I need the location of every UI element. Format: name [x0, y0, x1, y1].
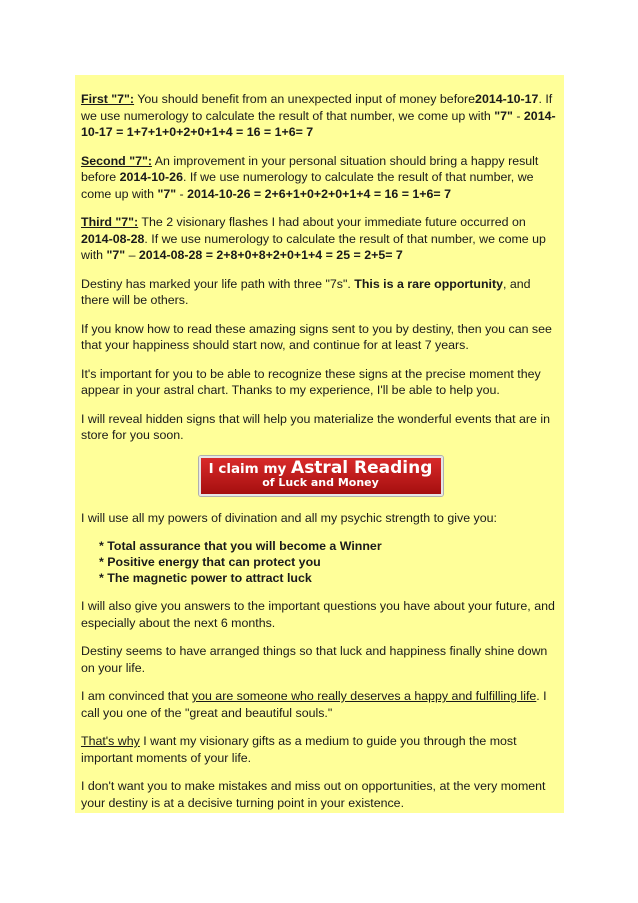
- second-seven-calc: 2014-10-26 = 2+6+1+0+2+0+1+4 = 16 = 1+6= 7: [187, 186, 452, 201]
- paragraph-powers: I will use all my powers of divination and all my psychic strength to give you:: [81, 510, 497, 525]
- banner-line-one-a: I claim my: [208, 460, 292, 477]
- banner-wrapper: [81, 456, 560, 496]
- list-item: * Total assurance that you will become a Winner: [99, 539, 382, 553]
- document-content: [75, 75, 564, 811]
- third-seven-calc: 2014-08-28 = 2+8+0+8+2+0+1+4 = 25 = 2+5= 7: [138, 248, 403, 262]
- first-seven-calc: 2014-10-17 = 1+7+1+0+2+0+1+4 = 16 = 1+6= 7: [81, 108, 556, 139]
- paragraph-destiny-arranged: Destiny seems to have arranged things so that luck and happiness finally shine down on your life.: [81, 644, 548, 675]
- paragraph-hidden-signs: I will reveal hidden signs that will help you materialize the wonderful events that are in store for you soon.: [81, 411, 551, 442]
- paragraph-answers: I will also give you answers to the important questions you have about your future, and especially about the next 6 months.: [81, 599, 555, 630]
- thats-why-text: That's why: [81, 734, 140, 748]
- convinced-text2: . I call you one of the "great and beautiful souls.": [81, 689, 547, 720]
- third-seven-number: "7": [106, 248, 126, 262]
- claim-astral-reading-button[interactable]: [199, 456, 443, 496]
- first-seven-label: First "7":: [81, 92, 135, 106]
- paragraph-third-seven: [81, 214, 560, 264]
- third-seven-text: The 2 visionary flashes I had about your immediate future occurred on: [138, 215, 526, 229]
- banner-line-two: of Luck and Money: [262, 475, 379, 489]
- first-seven-dash: -: [512, 108, 524, 123]
- third-seven-text2: . If we use numerology to calculate the result of that number, we come up with: [81, 231, 546, 262]
- first-seven-text: You should benefit from an unexpected input of money before: [134, 92, 476, 106]
- thats-why-rest: I want my visionary gifts as a medium to guide you through the most important moments of your life.: [81, 734, 517, 765]
- first-seven-number: "7": [494, 108, 513, 123]
- third-seven-dash: –: [125, 248, 139, 262]
- paragraph-first-seven: [81, 91, 560, 141]
- first-seven-date: 2014-10-17: [475, 92, 539, 106]
- first-seven-text2: . If we use numerology to calculate the result of that number, we come up with: [81, 92, 553, 123]
- second-seven-dash: -: [176, 186, 188, 201]
- document-page: [75, 75, 564, 813]
- second-seven-number: "7": [157, 186, 177, 201]
- list-item: * The magnetic power to attract luck: [99, 571, 312, 585]
- third-seven-label: Third "7":: [81, 215, 139, 229]
- second-seven-date: 2014-10-26: [119, 170, 183, 184]
- deserves-happy-life-text: you are someone who really deserves a happy and fulfilling life: [191, 689, 537, 703]
- paragraph-three-sevens: [81, 276, 560, 309]
- second-seven-text: An improvement in your personal situation should bring a happy result before: [81, 153, 539, 184]
- convinced-text: I am convinced that: [81, 689, 192, 703]
- paragraph-convinced: [81, 688, 560, 721]
- paragraph-amazing-signs: If you know how to read these amazing signs sent to you by destiny, then you can see that your happiness should start now, and continue for at least 7 years.: [81, 321, 552, 352]
- rare-opportunity-text: This is a rare opportunity: [354, 276, 503, 291]
- three-sevens-text2: , and there will be others.: [81, 276, 531, 307]
- banner-line-one: [201, 458, 441, 477]
- third-seven-date: 2014-08-28: [81, 231, 145, 246]
- three-sevens-text: Destiny has marked your life path with three "7s".: [81, 276, 355, 291]
- second-seven-label: Second "7":: [81, 153, 152, 168]
- paragraph-recognize-signs: It's important for you to be able to recognize these signs at the precise moment they appear in your astral chart. Thanks to my experience, I'll be able to help you.: [81, 366, 541, 397]
- list-item: * Positive energy that can protect you: [99, 555, 321, 569]
- second-seven-text2: . If we use numerology to calculate the result of that number, we come up with: [81, 170, 534, 201]
- benefits-list: [81, 538, 560, 586]
- banner-line-one-b: Astral Reading: [291, 457, 433, 478]
- paragraph-thats-why: [81, 733, 560, 766]
- paragraph-mistakes: I don't want you to make mistakes and miss out on opportunities, at the very moment your destiny is at a decisive turning point in your existence.: [81, 779, 546, 810]
- paragraph-second-seven: [81, 153, 560, 203]
